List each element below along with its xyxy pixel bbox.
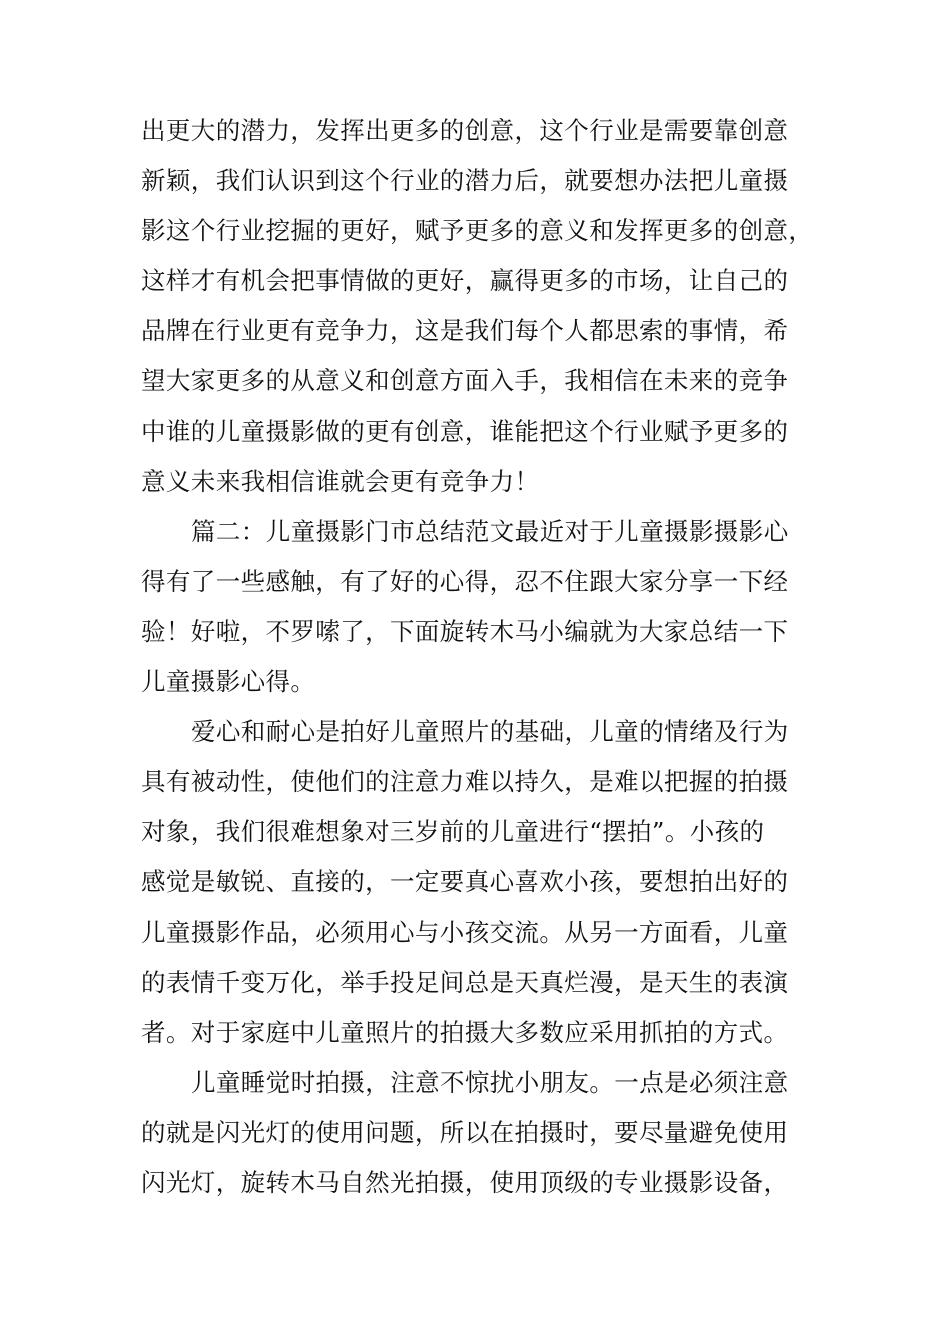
text-line: 爱心和耐心是拍好儿童照片的基础，儿童的情绪及行为 bbox=[191, 717, 789, 747]
text-line: 验！好啦，不罗嗦了，下面旋转木马小编就为大家总结一下 bbox=[141, 616, 789, 646]
text-line: 出更大的潜力，发挥出更多的创意，这个行业是需要靠创意 bbox=[141, 116, 789, 145]
text-line: 感觉是敏锐、直接的，一定要真心喜欢小孩，要想拍出好的 bbox=[141, 867, 789, 897]
text-line: 得有了一些感触，有了好的心得，忍不住跟大家分享一下经 bbox=[141, 566, 789, 596]
text-line: 闪光灯，旋转木马自然光拍摄，使用顶级的专业摄影设备， bbox=[141, 1167, 789, 1197]
text-line: 的就是闪光灯的使用问题，所以在拍摄时，要尽量避免使用 bbox=[141, 1117, 789, 1147]
text-line: 望大家更多的从意义和创意方面入手，我相信在未来的竞争 bbox=[141, 366, 789, 396]
text-line: 者。对于家庭中儿童照片的拍摄大多数应采用抓拍的方式。 bbox=[141, 1017, 789, 1047]
text-line: 这样才有机会把事情做的更好，赢得更多的市场，让自己的 bbox=[141, 266, 789, 296]
text-line: 篇二：儿童摄影门市总结范文最近对于儿童摄影摄影心 bbox=[191, 516, 789, 546]
text-line: 意义未来我相信谁就会更有竞争力！ bbox=[141, 466, 540, 496]
text-line: 儿童摄影作品，必须用心与小孩交流。从另一方面看，儿童 bbox=[141, 917, 789, 947]
text-line: 对象，我们很难想象对三岁前的儿童进行“摆拍”。小孩的 bbox=[141, 817, 765, 847]
text-line: 的表情千变万化，举手投足间总是天真烂漫，是天生的表演 bbox=[141, 967, 789, 997]
body-text bbox=[141, 106, 821, 1208]
text-line: 儿童睡觉时拍摄，注意不惊扰小朋友。一点是必须注意 bbox=[191, 1067, 789, 1097]
text-line: 新颖，我们认识到这个行业的潜力后，就要想办法把儿童摄 bbox=[141, 166, 789, 196]
text-line: 影这个行业挖掘的更好，赋予更多的意义和发挥更多的创意， bbox=[141, 216, 814, 246]
text-line: 儿童摄影心得。 bbox=[141, 667, 316, 697]
text-line: 品牌在行业更有竞争力，这是我们每个人都思索的事情，希 bbox=[141, 316, 789, 346]
text-line: 中谁的儿童摄影做的更有创意，谁能把这个行业赋予更多的 bbox=[141, 416, 789, 446]
text-line: 具有被动性，使他们的注意力难以持久，是难以把握的拍摄 bbox=[141, 767, 789, 797]
